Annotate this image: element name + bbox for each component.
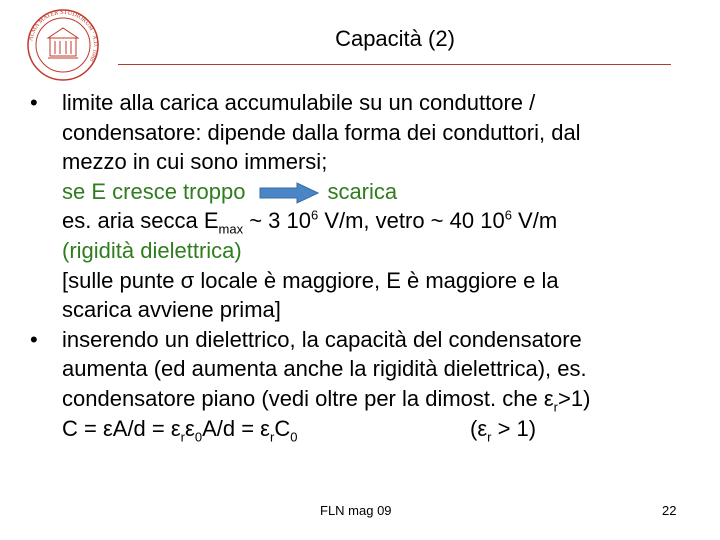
text-segment: condensatore piano (vedi oltre per la dimost. che ε bbox=[62, 385, 554, 411]
bullet-1-line-6: (rigidità dielettrica) bbox=[62, 237, 242, 263]
bullet-1-line-1: limite alla carica accumulabile su un conduttore / bbox=[62, 90, 536, 115]
subscript: r bbox=[269, 428, 275, 444]
bullet-1-line-4 bbox=[62, 177, 700, 207]
slide-title: Capacità (2) bbox=[335, 26, 455, 51]
page-number: 22 bbox=[662, 503, 677, 518]
slide-body bbox=[30, 88, 700, 443]
university-seal-logo bbox=[26, 8, 100, 82]
bullet-2-line-1: inserendo un dielettrico, la capacità del condensatore bbox=[62, 326, 582, 352]
capacitance-formula bbox=[62, 415, 298, 444]
bullet-2-line-2: aumenta (ed aumenta anche la rigidità dielettrica), es. bbox=[62, 356, 587, 382]
text-segment: V/m bbox=[511, 208, 558, 234]
bullet-item-2 bbox=[30, 325, 700, 443]
subscript: 0 bbox=[290, 428, 298, 444]
bullet-1-line-2: condensatore: dipende dalla forma dei conduttori, dal bbox=[62, 119, 581, 145]
subscript: max bbox=[218, 221, 244, 237]
bullet-2-line-3 bbox=[62, 384, 700, 414]
subscript: r bbox=[553, 399, 558, 415]
subscript: r bbox=[180, 428, 186, 444]
bullet-dot: • bbox=[30, 90, 38, 115]
text-segment: > 1) bbox=[491, 415, 537, 441]
subscript: 0 bbox=[194, 428, 203, 444]
bullet-1-line-7: [sulle punte σ locale è maggiore, E è maggiore e la bbox=[62, 267, 559, 293]
text-segment: V/m, vetro ~ 40 10 bbox=[318, 208, 505, 234]
discharge-word: scarica bbox=[327, 178, 398, 204]
text-segment: >1) bbox=[557, 385, 591, 411]
breakdown-condition: se E cresce troppo bbox=[62, 178, 246, 204]
superscript: 6 bbox=[504, 208, 512, 224]
bullet-2-formula-line bbox=[62, 414, 700, 444]
text-segment: es. aria secca E bbox=[62, 208, 219, 234]
bullet-1-line-8: scarica avviene prima] bbox=[62, 297, 281, 323]
title-divider bbox=[118, 64, 671, 65]
bullet-dot: • bbox=[30, 326, 38, 352]
text-segment: C bbox=[274, 415, 291, 441]
footer-label: FLN mag 09 bbox=[320, 503, 392, 518]
bullet-1-line-3: mezzo in cui sono immersi; bbox=[62, 149, 328, 175]
subscript: r bbox=[487, 428, 492, 444]
bullet-item-1 bbox=[30, 88, 700, 325]
bullet-1-line-5 bbox=[62, 206, 700, 236]
superscript: 6 bbox=[310, 208, 319, 224]
text-segment: ~ 3 10 bbox=[243, 208, 311, 234]
permittivity-condition bbox=[470, 414, 536, 444]
text-segment: ε bbox=[185, 415, 195, 441]
svg-text:ALMA MATER STUDIORUM · A.D. 10: ALMA MATER STUDIORUM · A.D. 1088 bbox=[27, 8, 100, 63]
text-segment: (ε bbox=[470, 415, 488, 441]
text-segment: C = εA/d = ε bbox=[62, 415, 181, 441]
text-segment: A/d = ε bbox=[202, 415, 270, 441]
right-arrow-icon bbox=[259, 182, 319, 204]
